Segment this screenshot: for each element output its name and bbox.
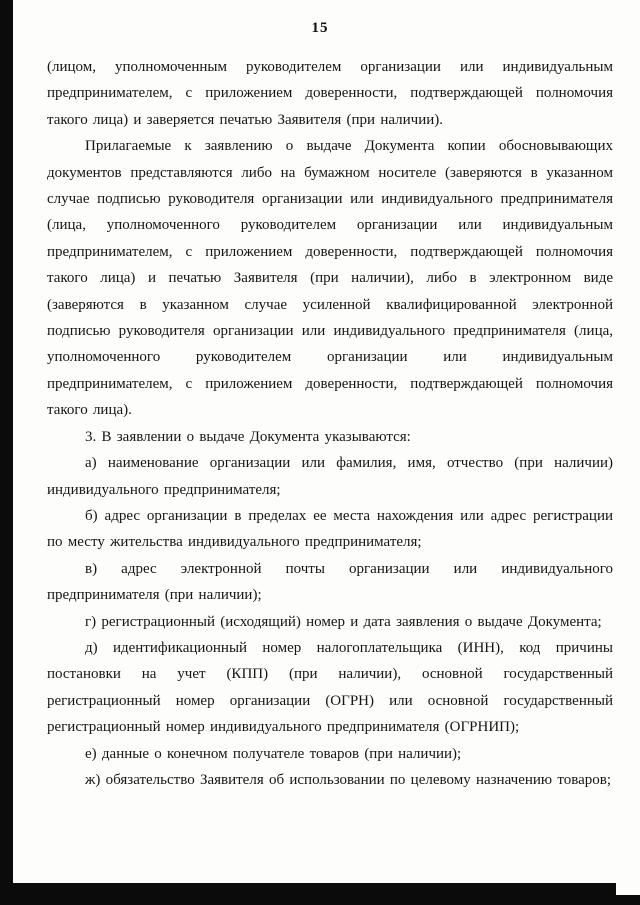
para-subitem-zh: ж) обязательство Заявителя об использовании по целевому назначению товаров; [85,771,612,788]
para-attached-copies: Прилагаемые к заявлению о выдаче Документа копии обосновывающих документов представляются либо на бумажном носителе (заверяются в указанном случае подписью руководителя организации или индивидуального предпринимателя (лица, уполномоченного руководителем организации или индивидуальным предпринимателем, с приложением доверенности, подтверждающей полномочия такого лица) и печатью Заявителя (при наличии), либо в электронном виде (заверяются в указанном случае усиленной квалифицированной электронной подписью руководителя организации или индивидуального предпринимателя (лица, уполномоченного руководителем организации или индивидуальным предпринимателем, с приложением доверенности, подтверждающей полномочия такого лица). [47,138,613,419]
para-subitem-v: в) адрес электронной почты организации или индивидуального предпринимателя (при наличии); [47,560,613,604]
para-item-3: 3. В заявлении о выдаче Документа указываются: [85,428,411,445]
para-subitem-g: г) регистрационный (исходящий) номер и дата заявления о выдаче Документа; [85,613,602,630]
para-subitem-b: б) адрес организации в пределах ее места нахождения или адрес регистрации по месту жительства индивидуального предпринимателя; [47,507,613,551]
para-subitem-d: д) идентификационный номер налогоплательщика (ИНН), код причины постановки на учет (КПП) (при наличии), основной государственный регистрационный номер организации (ОГРН) или основной государственный регистрационный номер индивидуального предпринимателя (ОГРНИП); [47,639,613,736]
page-number: 15 [311,20,329,36]
para-subitem-a: а) наименование организации или фамилия, имя, отчество (при наличии) индивидуального предпринимателя; [47,455,613,498]
para-subitem-e: е) данные о конечном получателе товаров (при наличии); [85,745,462,762]
scan-bottom-corner [616,895,640,905]
scan-left-edge [0,0,13,905]
para-continuation: (лицом, уполномоченным руководителем организации или индивидуальным предпринимателем, с приложением доверенности, подтверждающей полномочия такого лица) и заверяется печатью Заявителя (при наличии). [47,59,613,128]
scan-bottom-edge [0,883,616,905]
document-body [47,54,613,793]
